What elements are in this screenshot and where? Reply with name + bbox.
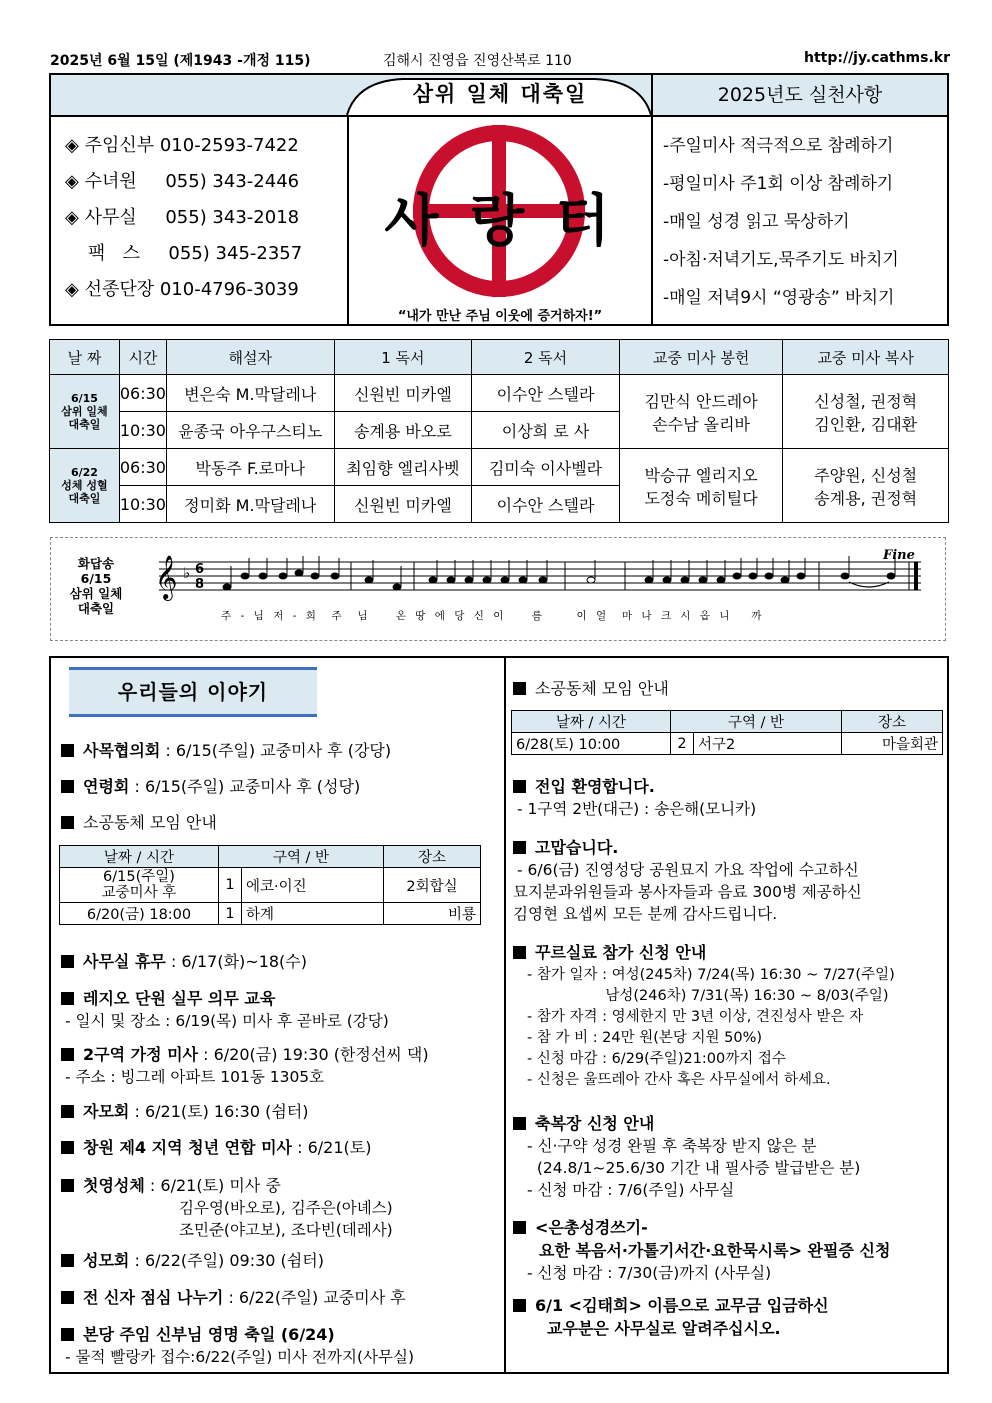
square-bullet-icon xyxy=(61,780,74,793)
reading1-cell: 신원빈 미카엘 xyxy=(334,486,472,523)
square-bullet-icon xyxy=(61,992,74,1005)
news-item: 레지오 단원 실무 의무 교육 - 일시 및 장소 : 6/19(목) 미사 후 곧바로 (강당) xyxy=(61,986,389,1031)
square-bullet-icon xyxy=(513,946,526,959)
time-cell: 06:30 xyxy=(119,375,166,412)
square-bullet-icon xyxy=(61,1328,74,1341)
issue-date: 2025년 6월 15일 (제1943 -개정 115) xyxy=(50,53,311,69)
feast-title: 삼위 일체 대축일 xyxy=(412,82,588,106)
narrator-cell: 윤종국 아우구스티노 xyxy=(166,412,334,449)
practice-item: -아침·저녁기도,묵주기도 바치기 xyxy=(663,250,899,270)
reading1-cell: 신원빈 미카엘 xyxy=(334,375,472,412)
music-staff xyxy=(151,552,931,602)
col-header: 구역 / 반 xyxy=(219,846,384,868)
col-header: 날짜 / 시간 xyxy=(60,846,219,868)
reading2-cell: 이상희 로 사 xyxy=(472,412,620,449)
news-item: 사목협의회 : 6/15(주일) 교중미사 후 (강당) xyxy=(61,738,391,761)
servers-cell xyxy=(783,449,949,523)
table-row xyxy=(50,449,949,486)
reading2-cell: 김미숙 이사벨라 xyxy=(472,449,620,486)
col-header: 장소 xyxy=(842,711,943,733)
square-bullet-icon xyxy=(61,1254,74,1267)
table-row: 6/20(금) 18:00 1 하계 비룡 xyxy=(60,903,481,925)
offering-cell xyxy=(619,375,783,449)
left-column xyxy=(51,658,503,1372)
narrator-cell: 변은숙 M.막달레나 xyxy=(166,375,334,412)
offering-name: 박승규 엘리지오 xyxy=(644,465,758,485)
contact-item: ◈ 사무실 055) 343-2018 xyxy=(65,207,300,228)
svg-text:𝄞: 𝄞 xyxy=(155,555,178,599)
square-bullet-icon xyxy=(513,1299,526,1312)
news-item: 사무실 휴무 : 6/17(화)~18(수) xyxy=(61,949,307,972)
servers-cell xyxy=(783,375,949,449)
header-offering: 교중 미사 봉헌 xyxy=(619,340,783,375)
group-meeting-table xyxy=(59,845,481,925)
news-item: 첫영성체 : 6/21(토) 미사 중 김우영(바오로), 김주은(아녜스) 조민준(야고보), 조다빈(데레사) xyxy=(61,1173,393,1240)
news-item: 축복장 신청 안내 - 신·구약 성경 완필 후 축복장 받지 않은 분 (24.8/1~25.6/30 기간 내 필사증 발급받은 분) - 신청 마감 : 7/6(주일) 사무실 xyxy=(513,1111,860,1200)
news-item: 창원 제4 지역 청년 연합 미사 : 6/21(토) xyxy=(61,1135,371,1158)
header-time: 시간 xyxy=(119,340,166,375)
practice-item: -매일 저녁9시 “영광송” 바치기 xyxy=(663,288,895,308)
news-item: 고맙습니다. - 6/6(금) 진영성당 공원묘지 가요 작업에 수고하신 묘지분과위원들과 봉사자들과 음료 300병 제공하신 김영현 요셉씨 모든 분께 감사드립니다. xyxy=(513,838,862,923)
narrator-cell: 박동주 F.로마나 xyxy=(166,449,334,486)
contact-list xyxy=(65,131,345,311)
contact-item: 팩 스 055) 345-2357 xyxy=(65,243,303,264)
news-item: 6/1 <김태희> 이름으로 교무금 입금하신 교우분은 사무실로 알려주십시오. xyxy=(513,1293,829,1339)
col-header: 구역 / 반 xyxy=(671,711,842,733)
group-meeting-table xyxy=(511,710,943,755)
square-bullet-icon xyxy=(61,955,74,968)
square-bullet-icon xyxy=(61,744,74,757)
contact-item: ◈ 선종단장 010-4796-3039 xyxy=(65,279,299,300)
contact-item: ◈ 수녀원 055) 343-2446 xyxy=(65,171,300,192)
offering-name: 김만식 안드레아 xyxy=(644,391,758,411)
practice-title: 2025년도 실천사항 xyxy=(651,75,947,115)
news-section xyxy=(49,656,949,1374)
psalm-music-box xyxy=(50,537,946,641)
practice-item: -매일 성경 읽고 묵상하기 xyxy=(663,212,850,232)
offering-name: 도정숙 메히틸다 xyxy=(644,488,758,508)
practice-list xyxy=(663,131,953,321)
our-story-title: 우리들의 이야기 xyxy=(69,667,317,717)
narrator-cell: 정미화 M.막달레나 xyxy=(166,486,334,523)
reading1-cell: 최임향 엘리사벳 xyxy=(334,449,472,486)
time-cell: 06:30 xyxy=(119,449,166,486)
sarangteo-logo xyxy=(351,119,649,325)
server-names: 송계용, 권정혁 xyxy=(814,488,918,508)
fine-mark: Fine xyxy=(883,548,915,563)
top-info-line xyxy=(50,50,950,72)
news-item: 소공동체 모임 안내 xyxy=(513,676,669,699)
news-item: 꾸르실료 참가 신청 안내 - 참가 일자 : 여성(245차) 7/24(목) 16:30 ~ 7/27(주일) 남성(246차) 7/31(목) 16:30 ~ 8/03(주일) - 참가 자격 : 영세한지 만 3년 이상, 견진성사 받은 자 - 참 가 비 : 24만 원(본당 지원 50%) - 신청 마감 : 6/29(주일)21:00까지 접수 - 신청은 울뜨레아 간사 혹은 사무실에서 하세요. xyxy=(513,940,895,1089)
square-bullet-icon xyxy=(513,1117,526,1130)
parish-url[interactable]: http://jy.cathms.kr xyxy=(803,50,950,66)
divider xyxy=(347,117,349,326)
column-divider xyxy=(504,658,506,1372)
header-block xyxy=(49,73,949,326)
header-narrator: 해설자 xyxy=(166,340,334,375)
square-bullet-icon xyxy=(513,682,526,695)
news-item: 전입 환영합니다. - 1구역 2반(대근) : 송은해(모니카) xyxy=(513,774,756,819)
square-bullet-icon xyxy=(513,780,526,793)
square-bullet-icon xyxy=(513,841,526,854)
table-header-row xyxy=(50,340,949,375)
news-item: <은총성경쓰기- 요한 복음서·가톨기서간·요한묵시록> 완필증 신청 - 신청 마감 : 7/30(금)까지 (사무실) xyxy=(513,1215,890,1283)
square-bullet-icon xyxy=(61,1179,74,1192)
offering-name: 손수남 올리바 xyxy=(652,414,750,434)
news-item: 소공동체 모임 안내 xyxy=(61,810,217,833)
header-reading2: 2 독서 xyxy=(472,340,620,375)
table-row: 6/28(토) 10:00 2 서구2 마을회관 xyxy=(512,733,943,755)
reading2-cell: 이수안 스텔라 xyxy=(472,375,620,412)
header-reading1: 1 독서 xyxy=(334,340,472,375)
server-names: 김인환, 김대환 xyxy=(814,414,918,434)
svg-text:♭: ♭ xyxy=(183,564,191,582)
reading1-cell: 송계용 바오로 xyxy=(334,412,472,449)
table-row: 6/15(주일) 교중미사 후 1 에코·이진 2회합실 xyxy=(60,868,481,903)
date-cell: 6/22 성체 성혈 대축일 xyxy=(50,449,120,523)
psalm-lyrics: 주 - 님 저 - 희 주 님 온 땅 에 당 신 이 름 이 얼 마 나 크 시 옵 니 까 xyxy=(221,610,765,622)
table-row xyxy=(50,375,949,412)
reading2-cell: 이수안 스텔라 xyxy=(472,486,620,523)
logo-text: 사 랑 터 xyxy=(384,189,616,254)
header-servers: 교중 미사 복사 xyxy=(783,340,949,375)
svg-text:6: 6 xyxy=(195,562,205,577)
news-item: 본당 주임 신부님 영명 축일 (6/24) - 물적 빨랑카 접수:6/22(주일) 미사 전까지(사무실) xyxy=(61,1322,414,1367)
offering-cell xyxy=(619,449,783,523)
col-header: 날짜 / 시간 xyxy=(512,711,671,733)
square-bullet-icon xyxy=(513,1221,526,1234)
psalm-label: 화답송 6/15 삼위 일체 대축일 xyxy=(69,556,123,616)
date-cell: 6/15 삼위 일체 대축일 xyxy=(50,375,120,449)
logo-slogan: “내가 만난 주님 이웃에 증거하자!” xyxy=(397,309,603,324)
contact-item: ◈ 주임신부 010-2593-7422 xyxy=(65,135,299,156)
square-bullet-icon xyxy=(61,816,74,829)
square-bullet-icon xyxy=(61,1105,74,1118)
news-item: 연령회 : 6/15(주일) 교중미사 후 (성당) xyxy=(61,774,360,797)
server-names: 주양원, 신성철 xyxy=(814,465,918,485)
divider xyxy=(651,117,653,326)
right-column xyxy=(507,658,947,1372)
time-cell: 10:30 xyxy=(119,486,166,523)
square-bullet-icon xyxy=(61,1291,74,1304)
col-header: 장소 xyxy=(384,846,481,868)
mass-schedule-table xyxy=(49,339,949,523)
news-item: 전 신자 점심 나누기 : 6/22(주일) 교중미사 후 xyxy=(61,1285,406,1308)
practice-item: -주일미사 적극적으로 참례하기 xyxy=(663,136,894,156)
news-item: 성모회 : 6/22(주일) 09:30 (쉼터) xyxy=(61,1248,324,1271)
time-cell: 10:30 xyxy=(119,412,166,449)
header-date: 날 짜 xyxy=(50,340,120,375)
practice-item: -평일미사 주1회 이상 참례하기 xyxy=(663,174,894,194)
svg-text:8: 8 xyxy=(195,577,205,592)
square-bullet-icon xyxy=(61,1141,74,1154)
server-names: 신성철, 권정혁 xyxy=(814,391,918,411)
news-item: 2구역 가정 미사 : 6/20(금) 19:30 (한정선씨 댁) - 주소 : 빙그레 아파트 101동 1305호 xyxy=(61,1042,429,1087)
news-item: 자모회 : 6/21(토) 16:30 (쉼터) xyxy=(61,1099,309,1122)
parish-address: 김해시 진영읍 진영산복로 110 xyxy=(383,53,572,69)
square-bullet-icon xyxy=(61,1048,74,1061)
